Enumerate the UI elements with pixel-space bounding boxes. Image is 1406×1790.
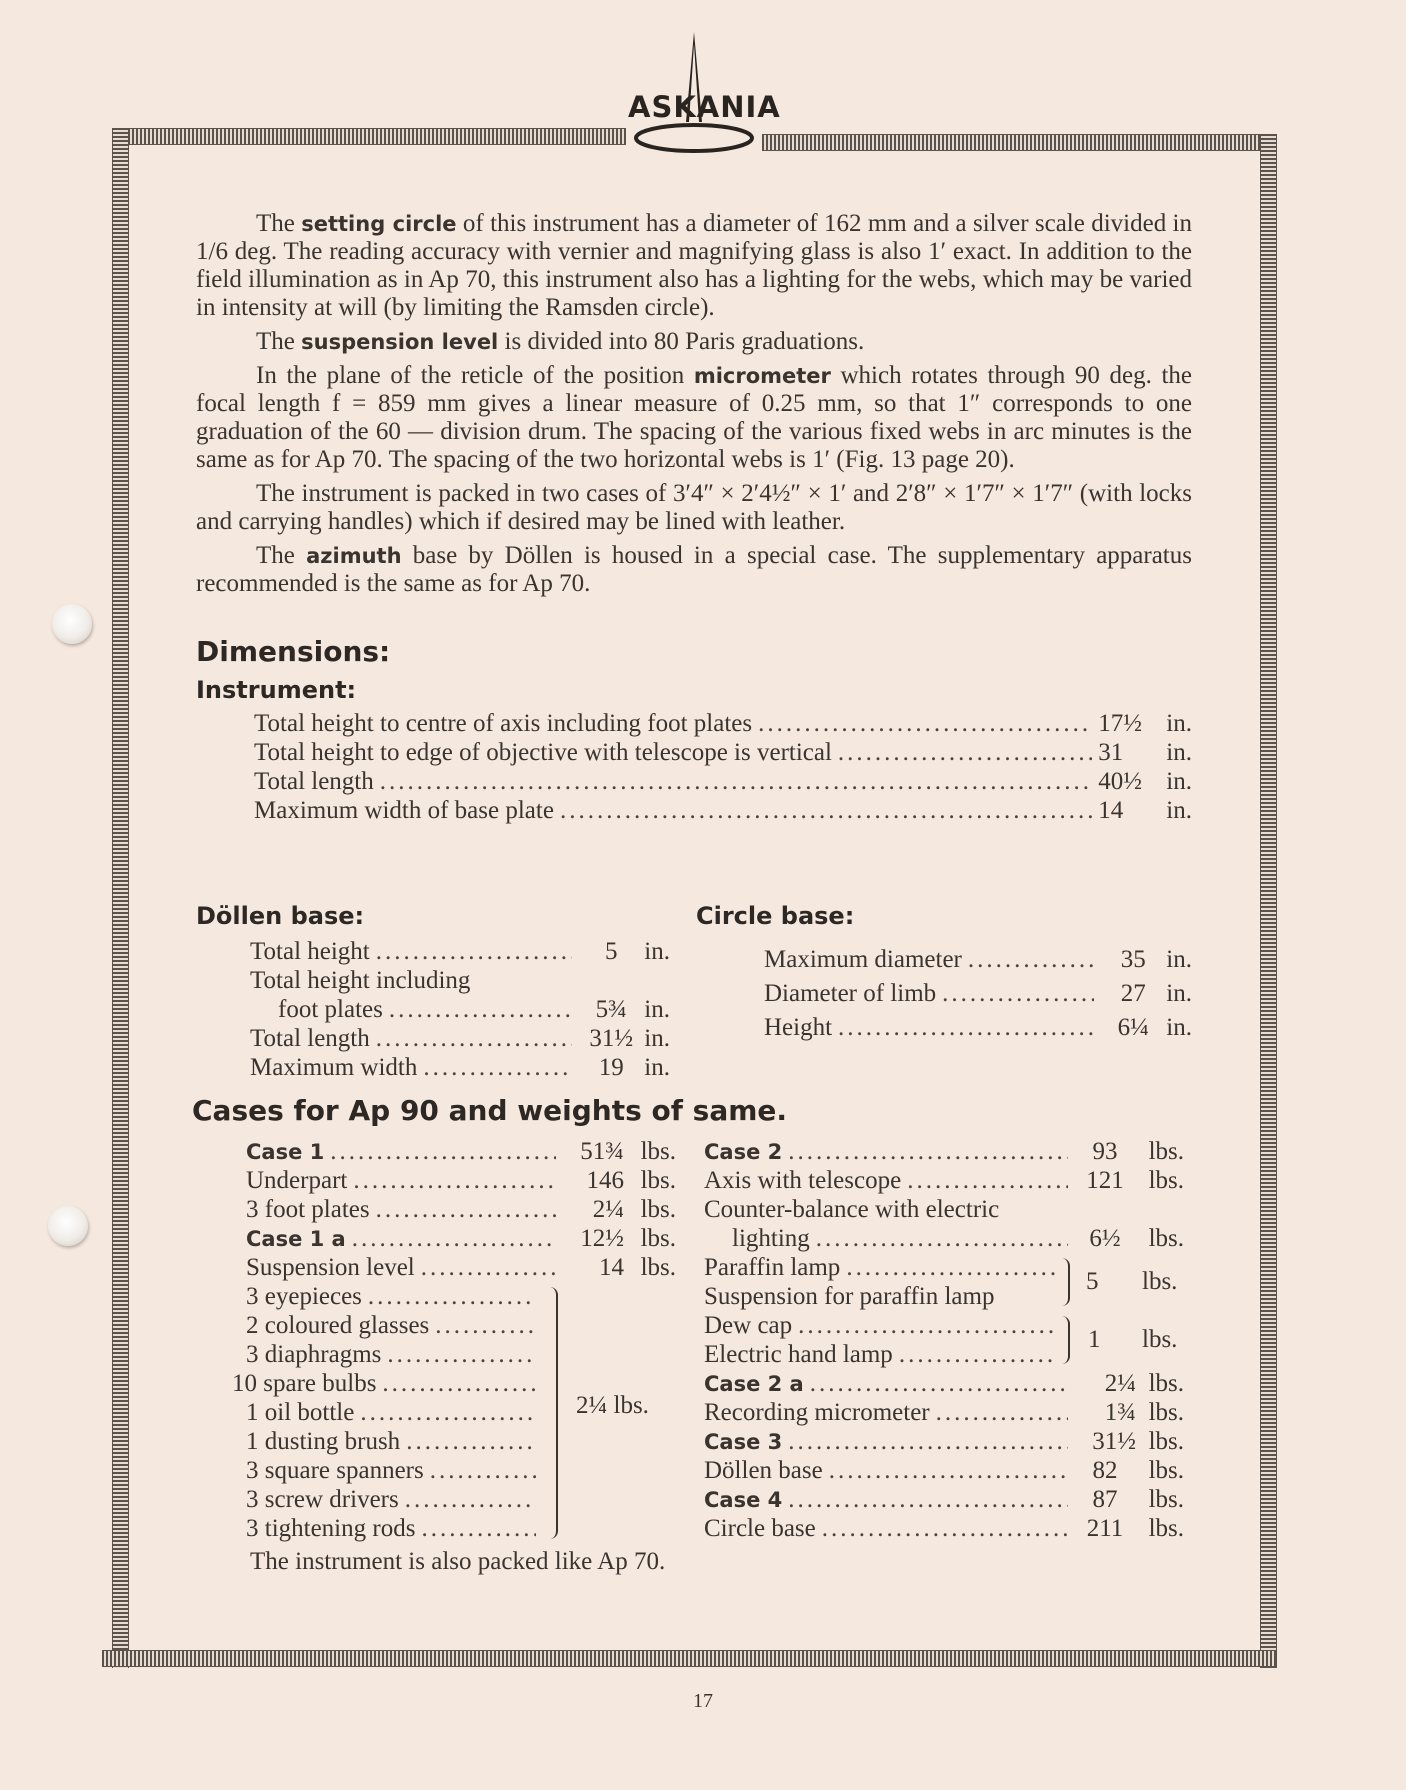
cases-right-column: [704, 1138, 1184, 1544]
case-row: Recording micrometer ..... 1¾ lbs.: [704, 1399, 1184, 1428]
dew-weight-unit: lbs.: [1142, 1326, 1178, 1353]
frame-top-left: [112, 128, 626, 145]
case-row: Case 1 a ..... 12½ lbs.: [246, 1225, 676, 1254]
accessories-weight: 2¼ lbs.: [576, 1392, 649, 1419]
binder-hole-bottom: [48, 1206, 88, 1246]
dimension-row: Total height ..... 5 in.: [250, 938, 670, 967]
case-row: Underpart ..... 146 lbs.: [246, 1167, 676, 1196]
paraffin-weight-unit: lbs.: [1142, 1268, 1178, 1295]
instrument-dimensions: [254, 710, 1192, 826]
dew-weight: 1: [1088, 1326, 1101, 1353]
accessory-item: 10 spare bulbs .....: [232, 1370, 542, 1399]
accessories-brace: [546, 1287, 558, 1539]
askania-logo: [628, 30, 781, 154]
case-row: Counter-balance with electric: [704, 1196, 1000, 1223]
dimension-row: Total height including: [250, 967, 471, 994]
paragraph-micrometer: In the plane of the reticle of the position micrometer which rotates through 90 deg. the focal length f = 859 mm gives a linear measure of 0.25 mm, so that 1″ corresponds to one graduation of the 60 — division drum. The spacing of the various fixed webs in arc minutes is the same as for Ap 70. The spacing of the two horizontal webs is 1′ (Fig. 13 page 20).: [196, 362, 1192, 473]
binder-hole-top: [52, 604, 92, 644]
paraffin-brace: [1062, 1258, 1070, 1306]
case-row: Electric hand lamp .....: [704, 1341, 1062, 1370]
cases-left-column: [232, 1138, 676, 1544]
case-row: Axis with telescope ..... 121 lbs.: [704, 1167, 1184, 1196]
paragraph-suspension-level: The suspension level is divided into 80 Paris graduations.: [256, 328, 865, 355]
case-row: Suspension level ..... 14 lbs.: [246, 1254, 676, 1283]
case-row: Case 2 a ..... 2¼ lbs.: [704, 1370, 1184, 1399]
case-row: Case 2 ..... 93 lbs.: [704, 1138, 1184, 1167]
accessory-item: 1 dusting brush .....: [246, 1428, 542, 1457]
case-row: Paraffin lamp .....: [704, 1254, 1062, 1283]
case-row: Dew cap .....: [704, 1312, 1062, 1341]
dimension-row: Total height to centre of axis including foot plates ..... 17½ in.: [254, 710, 1192, 739]
paragraph-azimuth: The azimuth base by Döllen is housed in a special case. The supplementary apparatus recommended is the same as for Ap 70.: [196, 542, 1192, 597]
page-number: 17: [693, 1690, 713, 1712]
case-row: 3 foot plates ..... 2¼ lbs.: [246, 1196, 676, 1225]
cases-heading: Cases for Ap 90 and weights of same.: [192, 1094, 788, 1127]
circle-base-dimensions: [764, 946, 1192, 1048]
frame-left: [112, 128, 129, 1668]
logo-wordmark: ASKANIA: [628, 90, 781, 124]
dimension-row: Height ..... 6¼ in.: [764, 1014, 1192, 1048]
accessories-list: [232, 1283, 542, 1544]
circle-base-heading: Circle base:: [696, 902, 855, 930]
frame-right: [1260, 134, 1277, 1668]
dimension-row: Maximum width of base plate ..... 14 in.: [254, 797, 1192, 826]
frame-bottom: [102, 1650, 1276, 1667]
dimension-row: Total length ..... 40½ in.: [254, 768, 1192, 797]
case-row: lighting ..... 6½ lbs.: [704, 1225, 1184, 1254]
dollen-base-dimensions: [250, 938, 670, 1083]
accessory-item: 3 eyepieces .....: [246, 1283, 542, 1312]
main-content: [196, 210, 1192, 826]
dimension-row: Diameter of limb ..... 27 in.: [764, 980, 1192, 1014]
paraffin-group: [704, 1254, 1184, 1312]
cases-footer-note: The instrument is also packed like Ap 70.: [250, 1548, 666, 1575]
case-row: Circle base ..... 211 lbs.: [704, 1515, 1184, 1544]
accessory-item: 3 screw drivers .....: [246, 1486, 542, 1515]
dimension-row: Maximum width ..... 19 in.: [250, 1054, 670, 1083]
accessory-item: 3 square spanners .....: [246, 1457, 542, 1486]
accessory-item: 2 coloured glasses .....: [246, 1312, 542, 1341]
dimension-row: Total length ..... 31½ in.: [250, 1025, 670, 1054]
dew-brace: [1062, 1316, 1070, 1364]
dimensions-heading: Dimensions:: [196, 635, 391, 668]
paragraph-packing: The instrument is packed in two cases of 3′4″ × 2′4½″ × 1′ and 2′8″ × 1′7″ × 1′7″ (with locks and carrying handles) which if desired may be lined with leather.: [196, 480, 1192, 535]
paragraph-setting-circle: The setting circle of this instrument has a diameter of 162 mm and a silver scale divided in 1/6 deg. The reading accuracy with vernier and magnifying glass is also 1′ exact. In addition to the field illumination as in Ap 70, this instrument also has a lighting for the webs, which may be varied in intensity at will (by limiting the Ramsden circle).: [196, 210, 1192, 321]
instrument-heading: Instrument:: [196, 676, 357, 704]
paraffin-weight: 5: [1086, 1268, 1099, 1295]
frame-top-right: [762, 134, 1276, 151]
case-row: Döllen base ..... 82 lbs.: [704, 1457, 1184, 1486]
case-row: Case 3 ..... 31½ lbs.: [704, 1428, 1184, 1457]
dimension-row: Total height to edge of objective with telescope is vertical ..... 31 in.: [254, 739, 1192, 768]
accessory-item: 1 oil bottle .....: [246, 1399, 542, 1428]
accessory-item: 3 diaphragms .....: [246, 1341, 542, 1370]
dimension-row: Maximum diameter ..... 35 in.: [764, 946, 1192, 980]
dimension-row: foot plates ..... 5¾ in.: [250, 996, 670, 1025]
case-row: Suspension for paraffin lamp: [704, 1283, 995, 1310]
accessory-item: 3 tightening rods .....: [246, 1515, 542, 1544]
case-row: Case 1 ..... 51¾ lbs.: [246, 1138, 676, 1167]
dew-group: [704, 1312, 1184, 1370]
case-row: Case 4 ..... 87 lbs.: [704, 1486, 1184, 1515]
dollen-base-heading: Döllen base:: [196, 902, 365, 930]
